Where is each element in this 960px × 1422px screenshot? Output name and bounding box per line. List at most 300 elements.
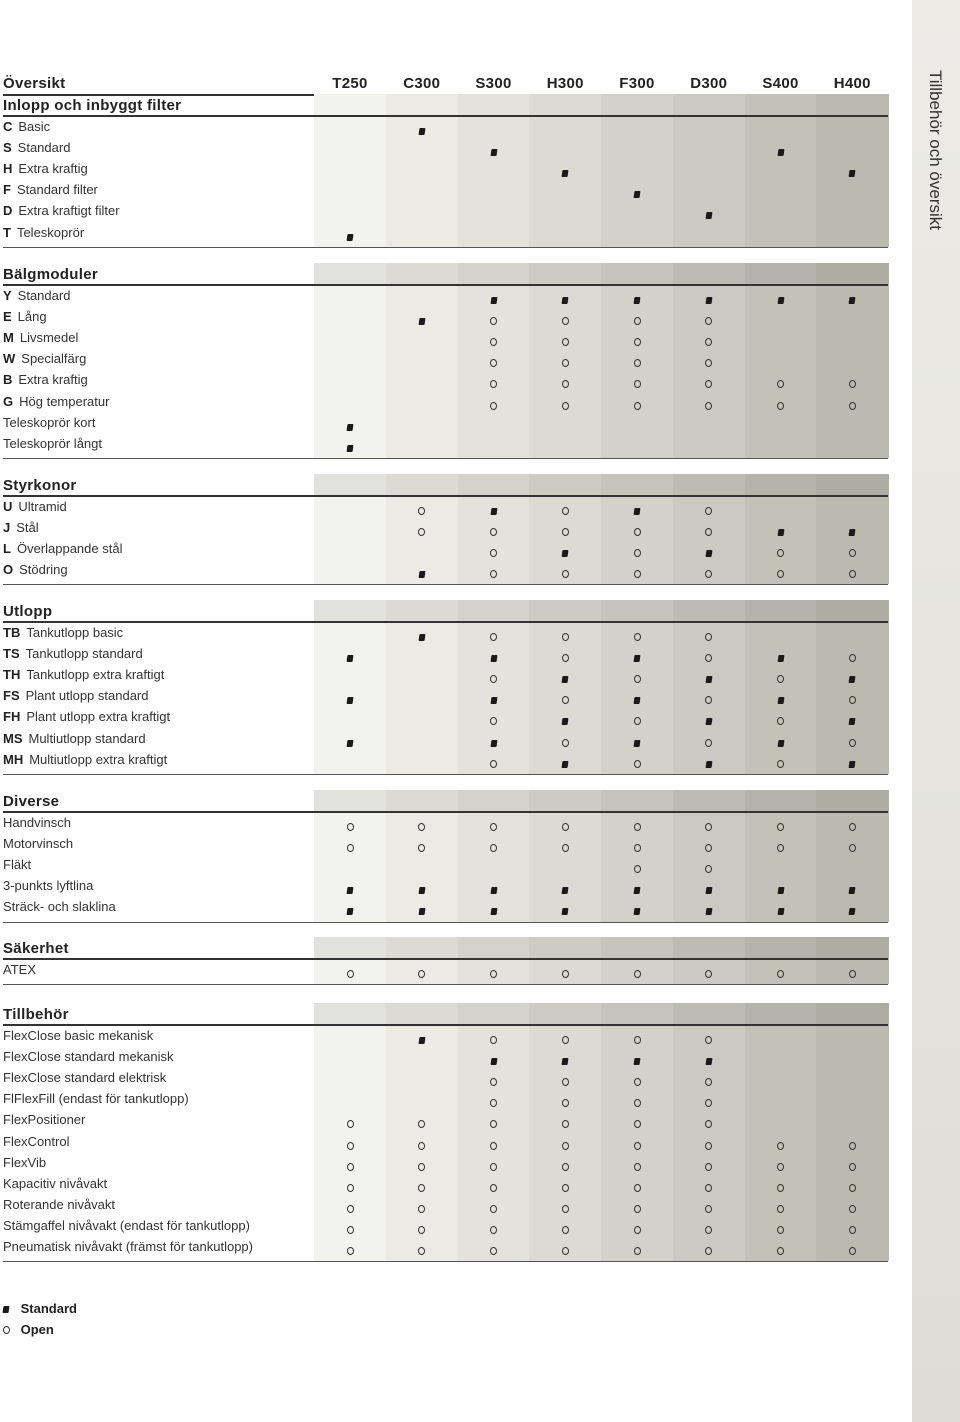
open-mark bbox=[601, 312, 673, 330]
open-mark bbox=[816, 965, 888, 983]
filled-dot-icon bbox=[634, 508, 641, 515]
open-circle-icon bbox=[490, 675, 497, 683]
open-circle-icon bbox=[347, 1163, 354, 1171]
row-code: U bbox=[3, 499, 13, 514]
open-mark bbox=[673, 354, 745, 372]
standard-mark bbox=[816, 902, 888, 920]
filled-dot-icon bbox=[490, 908, 497, 915]
header-band bbox=[458, 790, 530, 812]
standard-mark bbox=[458, 502, 530, 520]
open-circle-icon bbox=[562, 1184, 569, 1192]
open-mark bbox=[529, 1073, 601, 1091]
column-band bbox=[458, 94, 530, 247]
column-header-h300: H300 bbox=[546, 75, 584, 92]
open-mark bbox=[458, 1094, 530, 1112]
open-mark bbox=[458, 1137, 530, 1155]
row-text: Stämgaffel nivåvakt (endast för tankutlopp) bbox=[3, 1217, 250, 1233]
open-mark bbox=[386, 818, 458, 836]
row-text: Plant utlopp standard bbox=[25, 688, 149, 704]
open-circle-icon bbox=[418, 844, 425, 852]
open-mark bbox=[673, 1179, 745, 1197]
filled-dot-icon bbox=[777, 697, 784, 704]
open-mark bbox=[601, 628, 673, 646]
open-circle-icon bbox=[3, 1326, 10, 1334]
standard-mark bbox=[673, 902, 745, 920]
header-band bbox=[601, 1003, 673, 1025]
open-mark bbox=[458, 628, 530, 646]
filled-dot-icon bbox=[562, 676, 569, 683]
filled-dot-icon bbox=[849, 718, 856, 725]
header-band bbox=[529, 790, 601, 812]
open-mark bbox=[529, 1242, 601, 1260]
open-mark bbox=[529, 333, 601, 351]
column-band bbox=[601, 94, 673, 247]
row-text: Teleskoprör bbox=[16, 224, 85, 240]
open-circle-icon bbox=[562, 1247, 569, 1255]
open-mark bbox=[529, 1094, 601, 1112]
row-label bbox=[3, 709, 170, 724]
open-circle-icon bbox=[562, 633, 569, 641]
row-text: Extra kraftig bbox=[18, 161, 88, 177]
open-circle-icon bbox=[849, 823, 856, 831]
open-mark bbox=[745, 670, 817, 688]
header-band bbox=[386, 474, 458, 496]
filled-dot-icon bbox=[634, 1058, 641, 1065]
row-text: Extra kraftig bbox=[18, 372, 88, 388]
section-title: Säkerhet bbox=[3, 940, 69, 957]
column-header-s300: S300 bbox=[475, 75, 512, 92]
open-mark bbox=[529, 1137, 601, 1155]
open-mark bbox=[458, 544, 530, 562]
open-circle-icon bbox=[777, 549, 784, 557]
open-mark bbox=[458, 670, 530, 688]
open-circle-icon bbox=[562, 380, 569, 388]
column-band bbox=[386, 263, 458, 458]
open-mark bbox=[745, 712, 817, 730]
column-header-d300: D300 bbox=[690, 75, 728, 92]
row-text: FlexPositioner bbox=[3, 1112, 86, 1128]
open-mark bbox=[673, 860, 745, 878]
open-mark bbox=[458, 523, 530, 541]
open-circle-icon bbox=[418, 1142, 425, 1150]
section-title: Diverse bbox=[3, 793, 60, 810]
section-bottom-rule bbox=[3, 1261, 888, 1262]
row-text: FlexVib bbox=[3, 1154, 47, 1170]
open-mark bbox=[601, 1137, 673, 1155]
open-mark bbox=[314, 1158, 386, 1176]
row-text: ATEX bbox=[3, 962, 36, 977]
open-mark bbox=[314, 1242, 386, 1260]
row-text: 3-punkts lyftlina bbox=[3, 878, 94, 894]
open-circle-icon bbox=[705, 970, 712, 978]
row-text: Sträck- och slaklina bbox=[3, 899, 116, 915]
open-circle-icon bbox=[562, 739, 569, 747]
open-mark bbox=[816, 565, 888, 583]
open-mark bbox=[458, 1115, 530, 1133]
open-circle-icon bbox=[490, 1205, 497, 1213]
row-label bbox=[3, 1134, 69, 1149]
row-text: Teleskoprör långt bbox=[3, 435, 102, 451]
filled-dot-icon bbox=[634, 887, 641, 894]
filled-dot-icon bbox=[347, 655, 354, 662]
row-label bbox=[3, 541, 122, 556]
open-circle-icon bbox=[562, 1078, 569, 1086]
open-circle-icon bbox=[705, 844, 712, 852]
header-band bbox=[314, 1003, 386, 1025]
header-band bbox=[458, 937, 530, 959]
standard-mark bbox=[816, 670, 888, 688]
legend-symbol bbox=[3, 1301, 17, 1316]
row-label bbox=[3, 667, 164, 682]
row-label bbox=[3, 688, 149, 703]
open-mark bbox=[673, 734, 745, 752]
row-text: Kapacitiv nivåvakt bbox=[3, 1175, 108, 1191]
row-text: Stödring bbox=[19, 562, 68, 578]
row-code: D bbox=[3, 203, 13, 219]
open-circle-icon bbox=[490, 1247, 497, 1255]
row-text: Multiutlopp extra kraftigt bbox=[29, 751, 168, 767]
standard-mark bbox=[601, 502, 673, 520]
row-label bbox=[3, 351, 86, 366]
open-mark bbox=[816, 397, 888, 415]
open-mark bbox=[601, 839, 673, 857]
legend-item bbox=[3, 1301, 77, 1316]
open-circle-icon bbox=[418, 1226, 425, 1234]
open-mark bbox=[673, 1200, 745, 1218]
row-label bbox=[3, 1028, 153, 1043]
open-circle-icon bbox=[849, 1226, 856, 1234]
row-code: MH bbox=[3, 751, 24, 767]
open-circle-icon bbox=[562, 317, 569, 325]
standard-mark bbox=[673, 1052, 745, 1070]
open-circle-icon bbox=[347, 1205, 354, 1213]
open-circle-icon bbox=[562, 402, 569, 410]
open-mark bbox=[816, 818, 888, 836]
section-rule bbox=[3, 958, 888, 960]
row-label bbox=[3, 646, 143, 661]
open-circle-icon bbox=[562, 1163, 569, 1171]
open-mark bbox=[458, 839, 530, 857]
column-band bbox=[386, 94, 458, 247]
column-band bbox=[314, 94, 386, 247]
row-code: TH bbox=[3, 667, 21, 683]
open-circle-icon bbox=[634, 844, 641, 852]
open-circle-icon bbox=[777, 1163, 784, 1171]
open-mark bbox=[386, 502, 458, 520]
header-band bbox=[816, 790, 888, 812]
open-circle-icon bbox=[777, 1226, 784, 1234]
standard-mark bbox=[673, 291, 745, 309]
open-circle-icon bbox=[562, 507, 569, 515]
open-mark bbox=[816, 734, 888, 752]
row-text: Tankutlopp standard bbox=[25, 646, 143, 662]
open-mark bbox=[386, 1179, 458, 1197]
open-mark bbox=[601, 1200, 673, 1218]
header-band bbox=[601, 790, 673, 812]
open-mark bbox=[601, 755, 673, 773]
column-header-f300: F300 bbox=[619, 75, 655, 92]
filled-dot-icon bbox=[347, 445, 354, 452]
header-band bbox=[314, 937, 386, 959]
open-mark bbox=[816, 1221, 888, 1239]
standard-mark bbox=[386, 565, 458, 583]
open-circle-icon bbox=[705, 1142, 712, 1150]
filled-dot-icon bbox=[777, 655, 784, 662]
header-band bbox=[386, 263, 458, 285]
open-mark bbox=[601, 354, 673, 372]
filled-dot-icon bbox=[562, 761, 569, 768]
row-label bbox=[3, 415, 95, 430]
filled-dot-icon bbox=[347, 424, 354, 431]
open-mark bbox=[386, 1242, 458, 1260]
section-rule bbox=[3, 495, 888, 497]
open-mark bbox=[601, 1221, 673, 1239]
open-circle-icon bbox=[634, 1036, 641, 1044]
row-label bbox=[3, 499, 67, 514]
open-mark bbox=[601, 1073, 673, 1091]
open-mark bbox=[673, 1094, 745, 1112]
open-circle-icon bbox=[705, 317, 712, 325]
open-mark bbox=[529, 965, 601, 983]
row-text: Plant utlopp extra kraftigt bbox=[26, 709, 171, 725]
open-circle-icon bbox=[634, 1099, 641, 1107]
row-code: TB bbox=[3, 625, 21, 640]
standard-mark bbox=[529, 881, 601, 899]
open-mark bbox=[816, 691, 888, 709]
open-mark bbox=[745, 544, 817, 562]
open-circle-icon bbox=[849, 970, 856, 978]
row-text: FlexClose standard elektrisk bbox=[3, 1070, 167, 1086]
row-text: Standard filter bbox=[16, 182, 98, 198]
standard-mark bbox=[745, 291, 817, 309]
open-mark bbox=[458, 333, 530, 351]
open-circle-icon bbox=[634, 675, 641, 683]
row-text: Livsmedel bbox=[19, 330, 79, 346]
open-mark bbox=[458, 1200, 530, 1218]
filled-dot-icon bbox=[705, 550, 712, 557]
open-mark bbox=[673, 818, 745, 836]
section-rule bbox=[3, 1024, 888, 1026]
row-text: Standard bbox=[17, 288, 71, 303]
open-mark bbox=[458, 1221, 530, 1239]
standard-mark bbox=[386, 122, 458, 140]
standard-mark bbox=[314, 228, 386, 246]
row-label bbox=[3, 731, 146, 746]
open-circle-icon bbox=[705, 654, 712, 662]
open-circle-icon bbox=[777, 1205, 784, 1213]
filled-dot-icon bbox=[634, 740, 641, 747]
section-rule bbox=[3, 284, 888, 286]
open-circle-icon bbox=[705, 633, 712, 641]
open-circle-icon bbox=[634, 338, 641, 346]
open-circle-icon bbox=[777, 570, 784, 578]
standard-mark bbox=[816, 291, 888, 309]
section-title: Tillbehör bbox=[3, 1006, 69, 1023]
filled-dot-icon bbox=[634, 191, 641, 198]
header-band bbox=[673, 790, 745, 812]
header-band bbox=[673, 600, 745, 622]
standard-mark bbox=[458, 649, 530, 667]
row-code: T bbox=[3, 224, 11, 240]
header-band bbox=[816, 263, 888, 285]
row-label bbox=[3, 394, 109, 409]
row-text: FlexControl bbox=[3, 1133, 70, 1149]
open-circle-icon bbox=[490, 970, 497, 978]
filled-dot-icon bbox=[490, 740, 497, 747]
standard-mark bbox=[386, 881, 458, 899]
filled-dot-icon bbox=[562, 1058, 569, 1065]
open-mark bbox=[386, 523, 458, 541]
row-label bbox=[3, 1218, 250, 1233]
standard-mark bbox=[816, 164, 888, 182]
standard-mark bbox=[529, 544, 601, 562]
row-label bbox=[3, 857, 31, 872]
open-mark bbox=[745, 818, 817, 836]
row-code: E bbox=[3, 309, 12, 325]
standard-mark bbox=[314, 902, 386, 920]
filled-dot-icon bbox=[705, 1058, 712, 1065]
standard-mark bbox=[673, 206, 745, 224]
open-circle-icon bbox=[777, 970, 784, 978]
filled-dot-icon bbox=[705, 212, 712, 219]
open-circle-icon bbox=[634, 633, 641, 641]
standard-mark bbox=[458, 881, 530, 899]
open-circle-icon bbox=[705, 865, 712, 873]
filled-dot-icon bbox=[634, 297, 641, 304]
open-mark bbox=[601, 1094, 673, 1112]
section-bottom-rule bbox=[3, 984, 888, 985]
open-mark bbox=[314, 965, 386, 983]
open-circle-icon bbox=[562, 844, 569, 852]
open-mark bbox=[745, 1158, 817, 1176]
filled-dot-icon bbox=[634, 697, 641, 704]
open-mark bbox=[386, 1115, 458, 1133]
row-code: H bbox=[3, 161, 13, 177]
row-code: L bbox=[3, 541, 11, 557]
filled-dot-icon bbox=[347, 887, 354, 894]
open-mark bbox=[745, 1137, 817, 1155]
open-circle-icon bbox=[705, 359, 712, 367]
open-circle-icon bbox=[849, 380, 856, 388]
filled-dot-icon bbox=[490, 1058, 497, 1065]
open-circle-icon bbox=[705, 823, 712, 831]
open-circle-icon bbox=[634, 1142, 641, 1150]
open-mark bbox=[601, 565, 673, 583]
open-mark bbox=[458, 1158, 530, 1176]
open-circle-icon bbox=[490, 1099, 497, 1107]
open-mark bbox=[386, 1137, 458, 1155]
filled-dot-icon bbox=[777, 908, 784, 915]
header-band bbox=[314, 790, 386, 812]
filled-dot-icon bbox=[634, 655, 641, 662]
row-text: Lång bbox=[17, 309, 47, 325]
standard-mark bbox=[745, 691, 817, 709]
standard-mark bbox=[745, 902, 817, 920]
standard-mark bbox=[458, 902, 530, 920]
standard-mark bbox=[745, 143, 817, 161]
open-circle-icon bbox=[490, 549, 497, 557]
row-label bbox=[3, 815, 71, 830]
section-bottom-rule bbox=[3, 458, 888, 459]
row-label bbox=[3, 878, 93, 893]
open-mark bbox=[314, 1115, 386, 1133]
open-mark bbox=[601, 712, 673, 730]
open-mark bbox=[386, 1158, 458, 1176]
header-band bbox=[816, 600, 888, 622]
filled-dot-icon bbox=[849, 887, 856, 894]
open-mark bbox=[314, 1179, 386, 1197]
filled-dot-icon bbox=[490, 887, 497, 894]
filled-dot-icon bbox=[562, 170, 569, 177]
open-circle-icon bbox=[490, 380, 497, 388]
section-title: Bälgmoduler bbox=[3, 266, 98, 283]
open-circle-icon bbox=[418, 823, 425, 831]
standard-mark bbox=[314, 734, 386, 752]
open-circle-icon bbox=[634, 359, 641, 367]
row-label bbox=[3, 562, 68, 577]
open-circle-icon bbox=[634, 760, 641, 768]
header-band bbox=[386, 937, 458, 959]
open-circle-icon bbox=[418, 507, 425, 515]
column-header-h400: H400 bbox=[833, 75, 871, 92]
filled-dot-icon bbox=[705, 676, 712, 683]
header-band bbox=[314, 263, 386, 285]
filled-dot-icon bbox=[562, 718, 569, 725]
open-mark bbox=[529, 628, 601, 646]
row-text: Stål bbox=[16, 520, 39, 536]
open-circle-icon bbox=[490, 633, 497, 641]
open-mark bbox=[458, 965, 530, 983]
header-band bbox=[673, 263, 745, 285]
filled-dot-icon bbox=[562, 550, 569, 557]
header-band bbox=[529, 474, 601, 496]
open-mark bbox=[673, 1221, 745, 1239]
standard-mark bbox=[458, 143, 530, 161]
filled-dot-icon bbox=[777, 887, 784, 894]
filled-dot-icon bbox=[705, 718, 712, 725]
standard-mark bbox=[458, 291, 530, 309]
open-mark bbox=[314, 1137, 386, 1155]
row-text: Motorvinsch bbox=[3, 836, 74, 852]
open-mark bbox=[386, 1221, 458, 1239]
header-band bbox=[314, 600, 386, 622]
standard-mark bbox=[745, 734, 817, 752]
row-text: Tankutlopp basic bbox=[26, 625, 124, 640]
open-circle-icon bbox=[347, 1120, 354, 1128]
row-label bbox=[3, 436, 102, 451]
open-mark bbox=[673, 965, 745, 983]
filled-dot-icon bbox=[705, 297, 712, 304]
open-circle-icon bbox=[777, 844, 784, 852]
standard-mark bbox=[601, 1052, 673, 1070]
open-circle-icon bbox=[562, 1120, 569, 1128]
open-mark bbox=[816, 839, 888, 857]
section-title: Inlopp och inbyggt filter bbox=[3, 97, 182, 114]
open-circle-icon bbox=[634, 823, 641, 831]
filled-dot-icon bbox=[634, 908, 641, 915]
header-band bbox=[745, 1003, 817, 1025]
open-circle-icon bbox=[849, 1247, 856, 1255]
standard-mark bbox=[673, 670, 745, 688]
standard-mark bbox=[601, 734, 673, 752]
open-mark bbox=[673, 649, 745, 667]
section-title: Utlopp bbox=[3, 603, 53, 620]
row-code: F bbox=[3, 182, 11, 198]
open-circle-icon bbox=[634, 402, 641, 410]
standard-mark bbox=[816, 755, 888, 773]
open-circle-icon bbox=[562, 1099, 569, 1107]
row-label bbox=[3, 119, 50, 134]
